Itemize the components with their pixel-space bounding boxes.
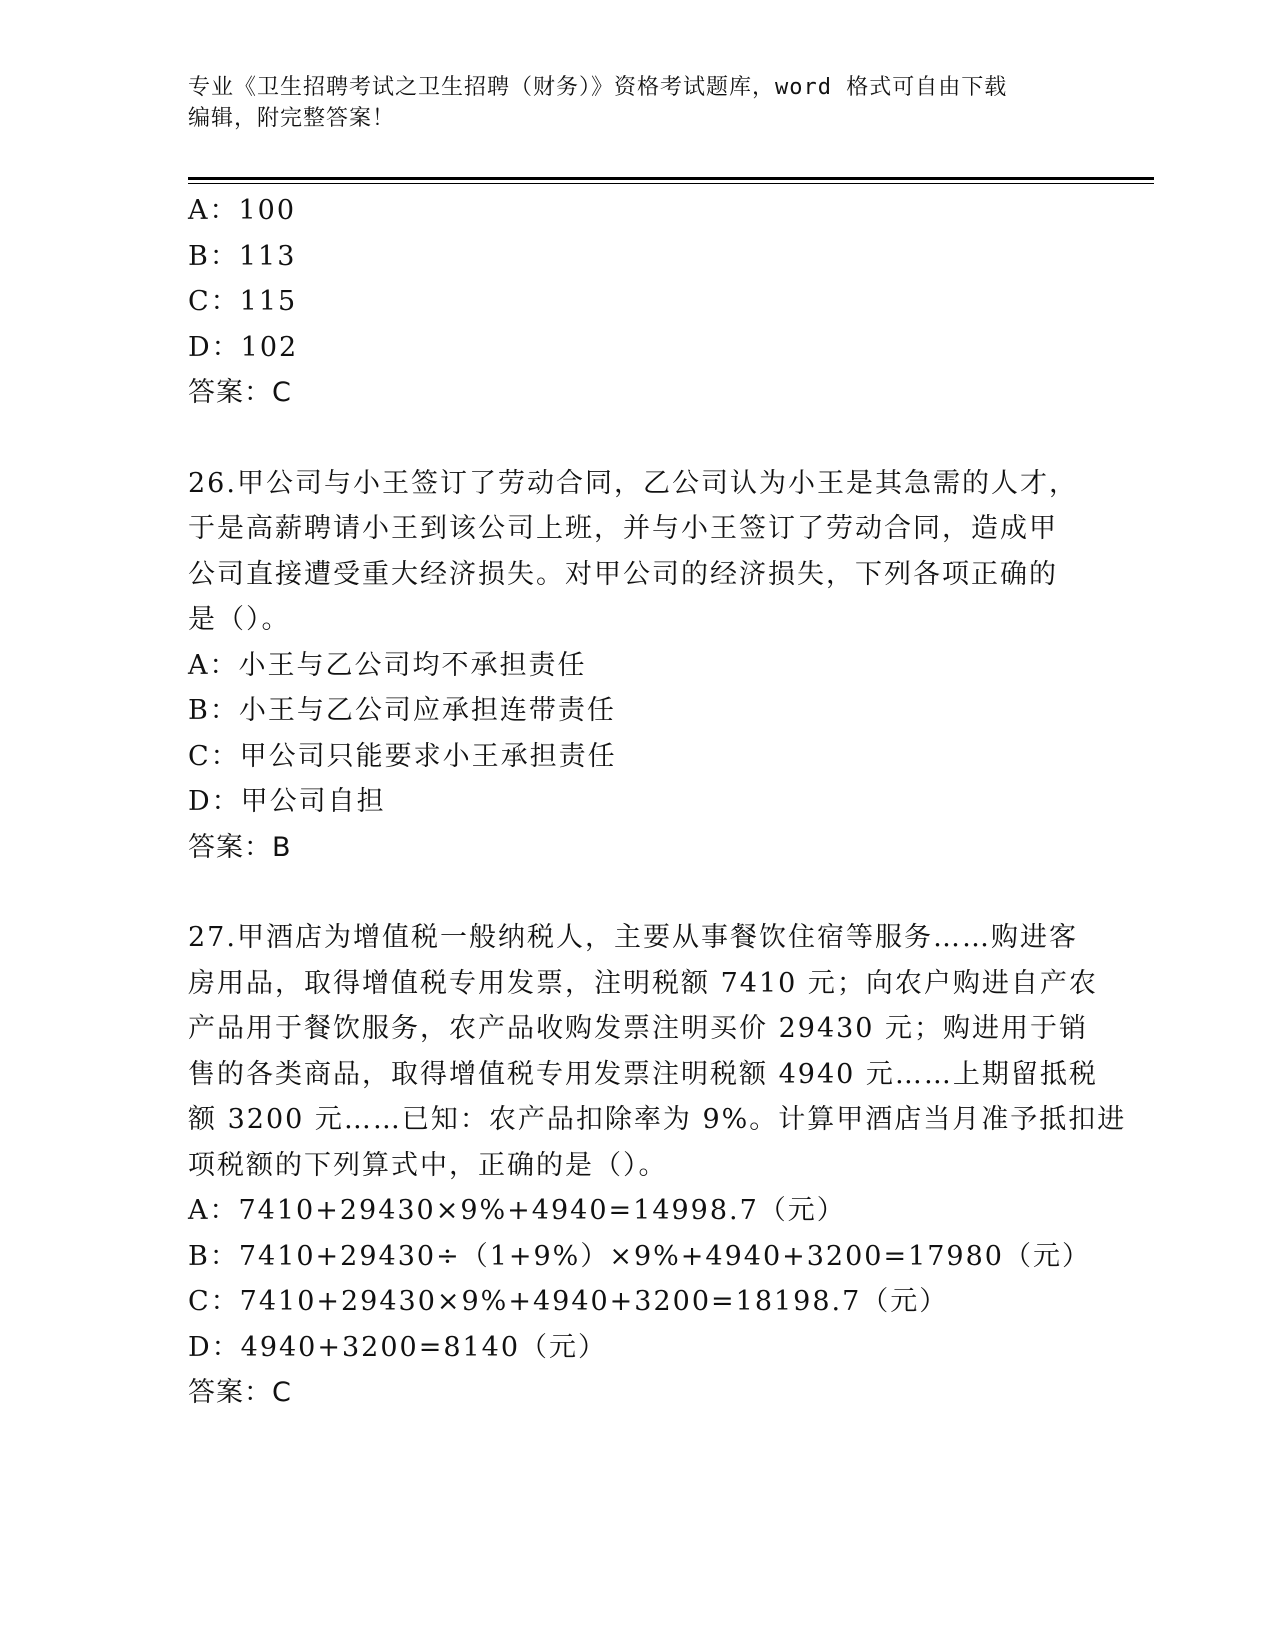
question-stem-line: 公司直接遭受重大经济损失。对甲公司的经济损失，下列各项正确的 xyxy=(188,558,1058,590)
header-divider-thin xyxy=(188,183,1154,184)
answer-line: 答案：C xyxy=(188,1377,292,1408)
header-line-1: 专业《卫生招聘考试之卫生招聘（财务）》资格考试题库，word 格式可自由下载 xyxy=(188,75,1008,100)
option-a: A：7410+29430×9%+4940=14998.7（元） xyxy=(188,1195,846,1226)
option-b: B：小王与乙公司应承担连带责任 xyxy=(188,695,616,726)
option-c: C：7410+29430×9%+4940+3200=18198.7（元） xyxy=(188,1286,949,1317)
question-stem-line: 是（）。 xyxy=(188,604,291,635)
question-stem-line: 产品用于餐饮服务，农产品收购发票注明买价 29430 元；购进用于销 xyxy=(188,1013,1089,1044)
document-header xyxy=(188,72,1088,134)
spacer xyxy=(188,870,1088,915)
question-stem-line: 项税额的下列算式中，正确的是（）。 xyxy=(188,1149,668,1181)
option-a: A：100 xyxy=(188,195,297,226)
spacer xyxy=(188,416,1088,461)
document-body xyxy=(188,188,1127,1416)
option-a: A：小王与乙公司均不承担责任 xyxy=(188,649,587,681)
question-stem-line: 房用品，取得增值税专用发票，注明税额 7410 元；向农户购进自产农 xyxy=(188,967,1098,999)
header-line-2: 编辑，附完整答案！ xyxy=(188,106,396,131)
answer-line: 答案：C xyxy=(188,377,292,408)
question-25 xyxy=(188,188,1088,416)
question-stem-line: 售的各类商品，取得增值税专用发票注明税额 4940 元……上期留抵税 xyxy=(188,1058,1098,1090)
option-d: D：102 xyxy=(188,331,299,363)
answer-line: 答案：B xyxy=(188,831,292,863)
question-stem-line: 26.甲公司与小王签订了劳动合同，乙公司认为小王是其急需的人才， xyxy=(188,467,1078,499)
question-26 xyxy=(188,461,1088,871)
question-stem-line: 于是高薪聘请小王到该公司上班，并与小王签订了劳动合同，造成甲 xyxy=(188,513,1058,544)
question-stem-line: 额 3200 元……已知：农产品扣除率为 9%。计算甲酒店当月准予抵扣进 xyxy=(188,1104,1127,1135)
header-divider-thick xyxy=(188,177,1154,180)
option-c: C：115 xyxy=(188,286,298,317)
option-c: C：甲公司只能要求小王承担责任 xyxy=(188,740,617,772)
option-b: B：113 xyxy=(188,240,297,272)
question-stem-line: 27.甲酒店为增值税一般纳税人，主要从事餐饮住宿等服务……购进客 xyxy=(188,922,1078,953)
option-b: B：7410+29430÷（1+9%）×9%+4940+3200=17980（元） xyxy=(188,1240,1091,1272)
question-27 xyxy=(188,915,1127,1416)
option-d: D：甲公司自担 xyxy=(188,786,386,817)
option-d: D：4940+3200=8140（元） xyxy=(188,1331,608,1363)
